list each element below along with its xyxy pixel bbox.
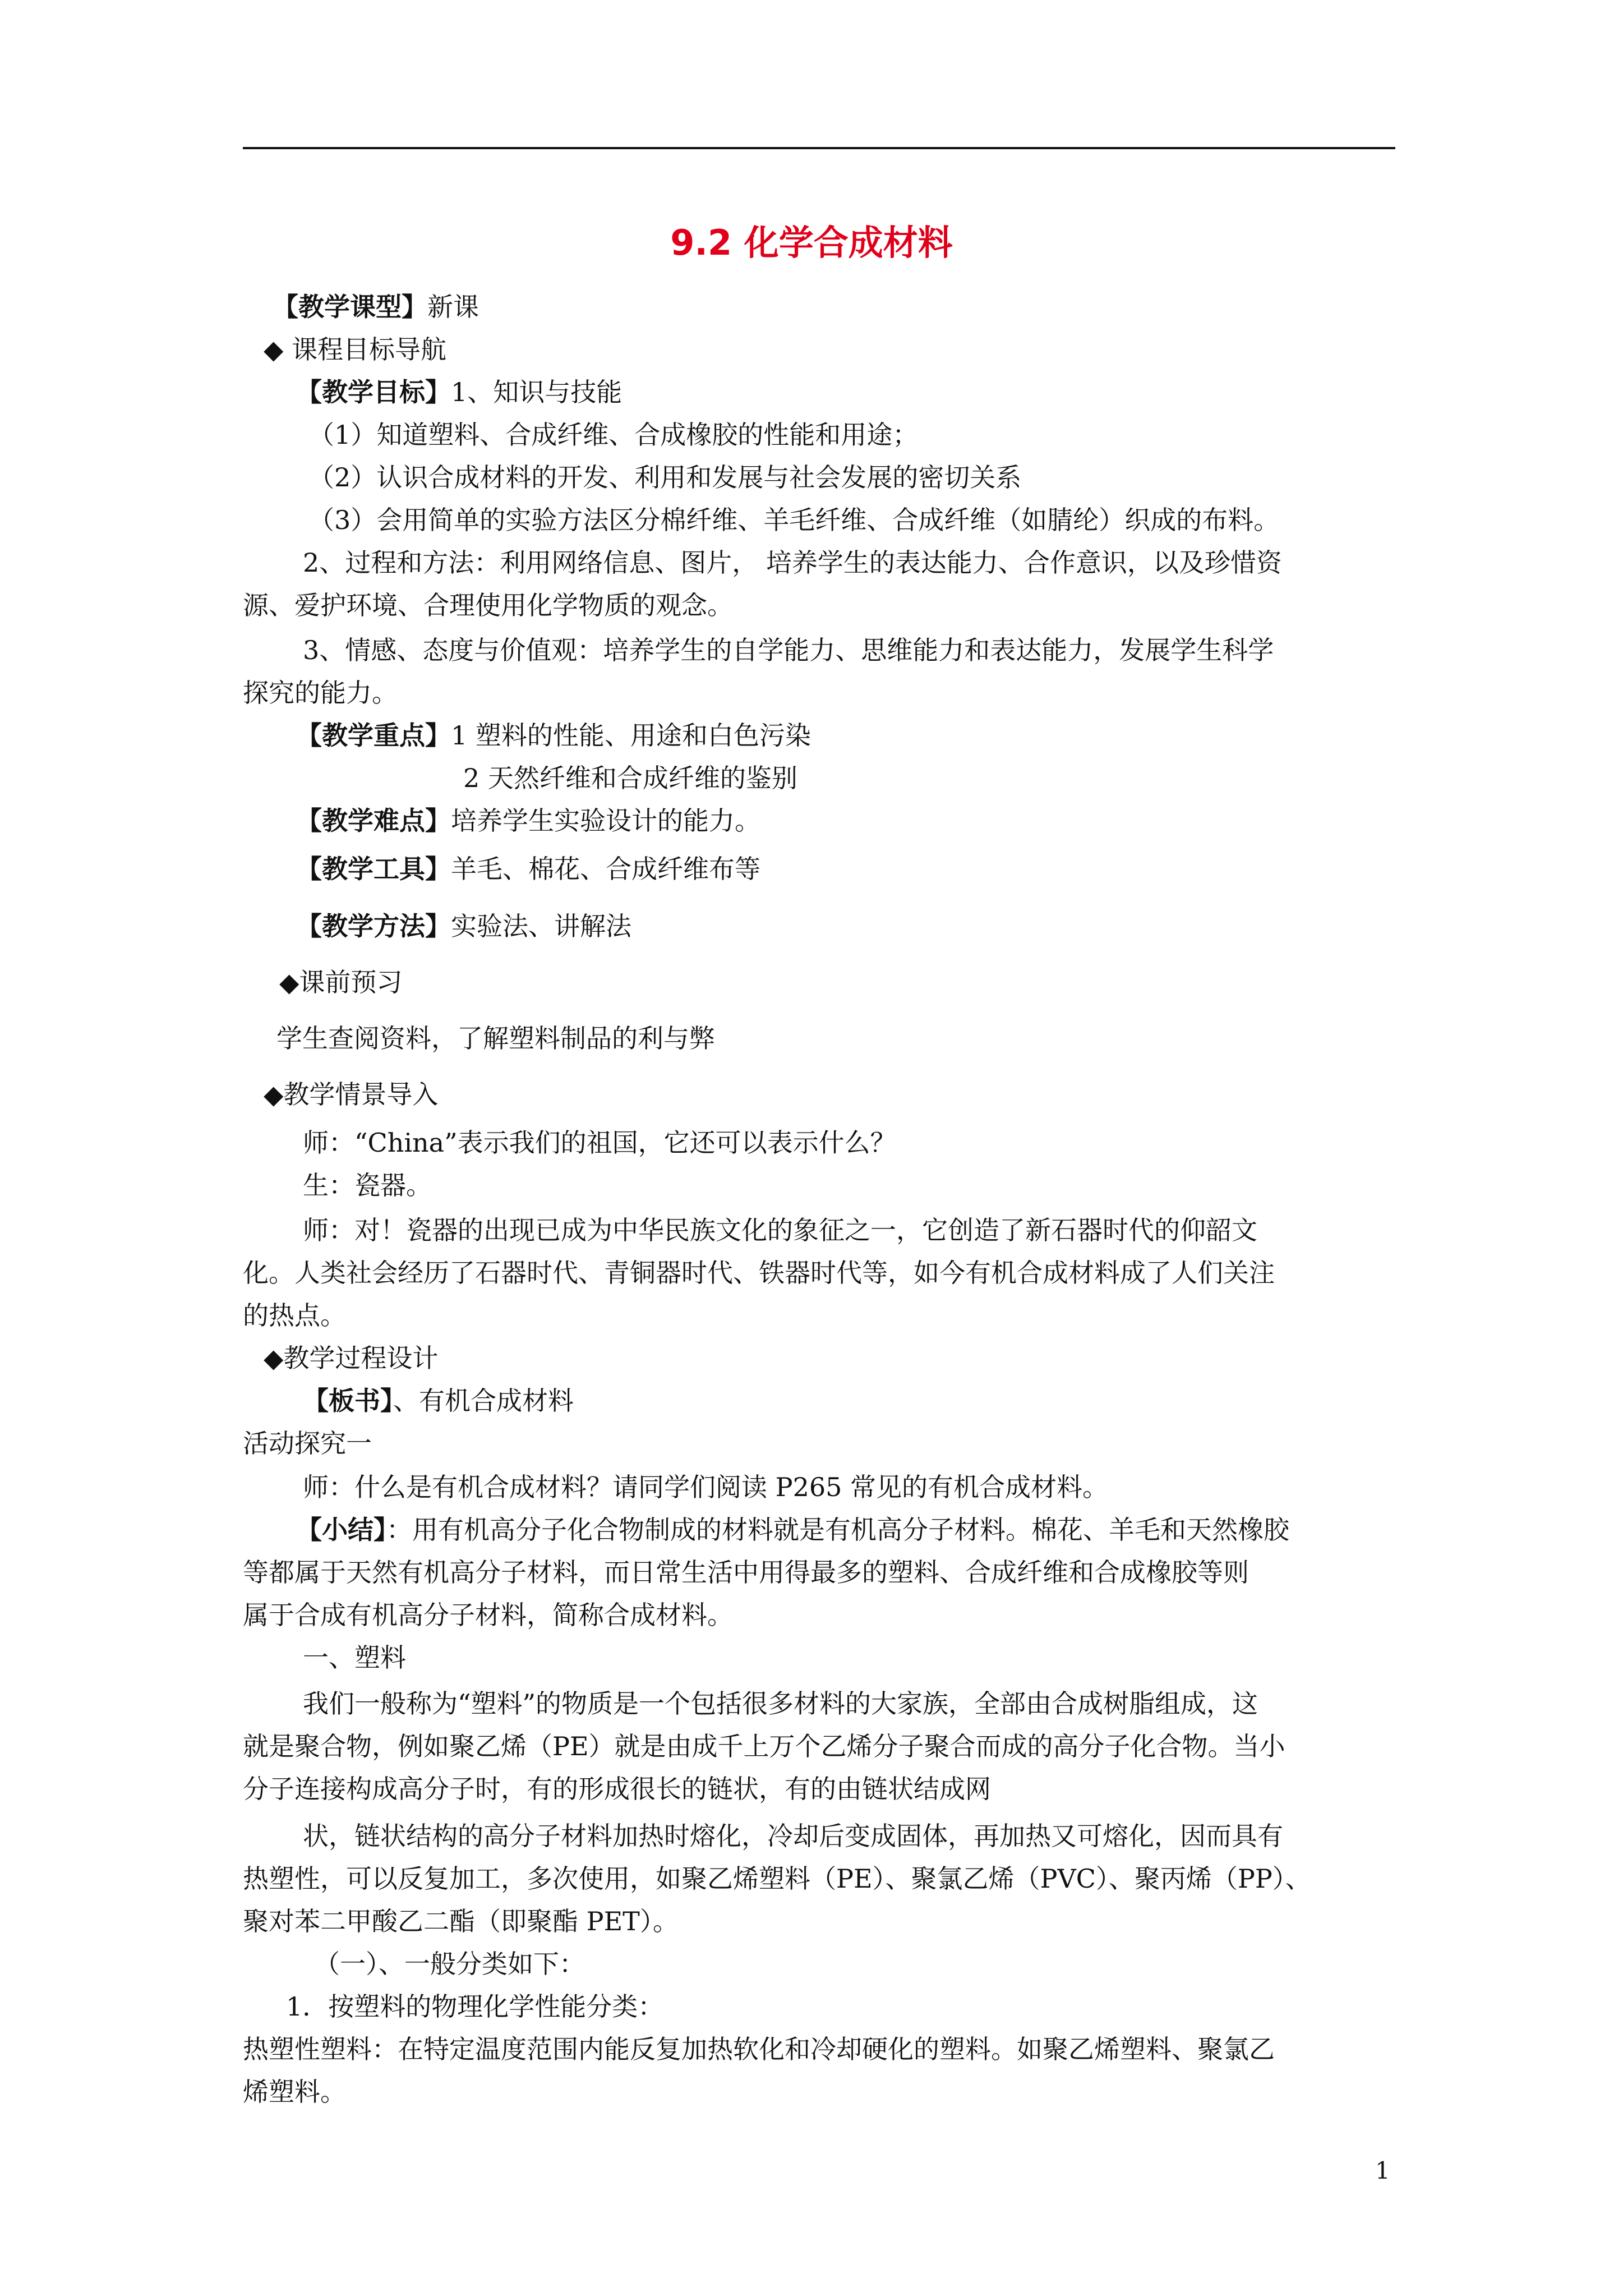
line-label: 【教学方法】: [296, 911, 451, 941]
line-summary-cont: 等都属于天然有机高分子材料，而日常生活中用得最多的塑料、合成纤维和合成橡胶等则: [243, 1557, 1249, 1588]
line-dialog-3: 师：对！瓷器的出现已成为中华民族文化的象征之一，它创造了新石器时代的仰韶文: [303, 1215, 1257, 1245]
line-dialog-1: 师：“China”表示我们的祖国，它还可以表示什么？: [303, 1128, 896, 1158]
line-plastics-p2-cont: 热塑性，可以反复加工，多次使用，如聚乙烯塑料（PE）、聚氯乙烯（PVC）、聚丙烯（PP）、: [243, 1864, 1311, 1894]
line-dialog-3-cont: 化。人类社会经历了石器时代、青铜器时代、铁器时代等，如今有机合成材料成了人们关注: [243, 1258, 1275, 1288]
line-process-method: 2、过程和方法：利用网络信息、图片， 培养学生的表达能力、合作意识，以及珍惜资: [303, 547, 1282, 578]
line-attitude: 3、情感、态度与价值观：培养学生的自学能力、思维能力和表达能力，发展学生科学: [303, 635, 1274, 665]
header-rule: [243, 147, 1395, 149]
line-label: 【教学难点】: [296, 806, 451, 836]
line-label: 【小结】: [296, 1515, 386, 1545]
line-label: 【教学工具】: [296, 854, 451, 884]
line-plastics-heading: 一、塑料: [303, 1642, 406, 1673]
line-board: 【板书】、有机合成材料: [303, 1386, 574, 1416]
line-process-heading: ◆教学过程设计: [264, 1343, 439, 1373]
line-goal-2: （2）认识合成材料的开发、利用和发展与社会发展的密切关系: [308, 462, 1022, 493]
document-title: 9.2 化学合成材料: [670, 222, 953, 263]
line-summary-end: 属于合成有机高分子材料，简称合成材料。: [243, 1600, 733, 1630]
line-teaching-goals: 【教学目标】1、知识与技能: [296, 377, 623, 407]
line-course-type: 【教学课型】新课: [273, 292, 479, 322]
line-process-method-cont: 源、爱护环境、合理使用化学物质的观念。: [243, 590, 733, 620]
line-attitude-cont: 探究的能力。: [243, 678, 398, 708]
line-key-point-2: 2 天然纤维和合成纤维的鉴别: [463, 763, 797, 793]
line-label: 【教学目标】: [296, 377, 451, 407]
line-summary: 【小结】：用有机高分子化合物制成的材料就是有机高分子材料。棉花、羊毛和天然橡胶: [296, 1515, 1289, 1545]
page-number: 1: [1375, 2157, 1390, 2184]
line-plastics-p1-end: 分子连接构成高分子时，有的形成很长的链状，有的由链状结成网: [243, 1774, 991, 1804]
line-thermoplastic: 热塑性塑料：在特定温度范围内能反复加热软化和冷却硬化的塑料。如聚乙烯塑料、聚氯乙: [243, 2034, 1275, 2064]
line-difficulty: 【教学难点】培养学生实验设计的能力。: [296, 806, 760, 836]
line-plastics-p1-cont: 就是聚合物，例如聚乙烯（PE）就是由成千上万个乙烯分子聚合而成的高分子化合物。当小: [243, 1731, 1285, 1761]
line-thermoplastic-cont: 烯塑料。: [243, 2077, 346, 2107]
line-goal-3: （3）会用简单的实验方法区分棉纤维、羊毛纤维、合成纤维（如腈纶）织成的布料。: [308, 505, 1280, 535]
line-teacher-question: 师：什么是有机合成材料？请同学们阅读 P265 常见的有机合成材料。: [303, 1472, 1108, 1502]
line-key-points: 【教学重点】1 塑料的性能、用途和白色污染: [296, 720, 811, 751]
line-classification-heading: （一）、一般分类如下：: [314, 1949, 585, 1979]
line-activity-1: 活动探究一: [243, 1428, 372, 1458]
line-label: 【教学重点】: [296, 720, 451, 751]
line-plastics-p1: 我们一般称为“塑料”的物质是一个包括很多材料的大家族，全部由合成树脂组成，这: [303, 1688, 1258, 1719]
line-dialog-3-end: 的热点。: [243, 1300, 346, 1331]
line-preview-heading: ◆课前预习: [279, 967, 403, 997]
line-preview-text: 学生查阅资料，了解塑料制品的利与弊: [276, 1023, 715, 1053]
line-goal-1: （1）知道塑料、合成纤维、合成橡胶的性能和用途；: [308, 420, 919, 450]
line-section-goals: ◆ 课程目标导航: [264, 334, 446, 365]
line-plastics-p2: 状，链状结构的高分子材料加热时熔化，冷却后变成固体，再加热又可熔化，因而具有: [303, 1821, 1283, 1851]
line-plastics-p2-end: 聚对苯二甲酸乙二酯（即聚酯 PET）。: [243, 1906, 679, 1936]
line-dialog-2: 生：瓷器。: [303, 1170, 432, 1200]
line-classification-1: 1．按塑料的物理化学性能分类：: [286, 1991, 664, 2022]
line-label: 【教学课型】: [273, 292, 427, 322]
line-tools: 【教学工具】羊毛、棉花、合成纤维布等: [296, 854, 760, 884]
line-label: 【板书】: [303, 1386, 393, 1416]
line-methods: 【教学方法】实验法、讲解法: [296, 911, 631, 941]
line-scenario-heading: ◆教学情景导入: [264, 1079, 439, 1110]
